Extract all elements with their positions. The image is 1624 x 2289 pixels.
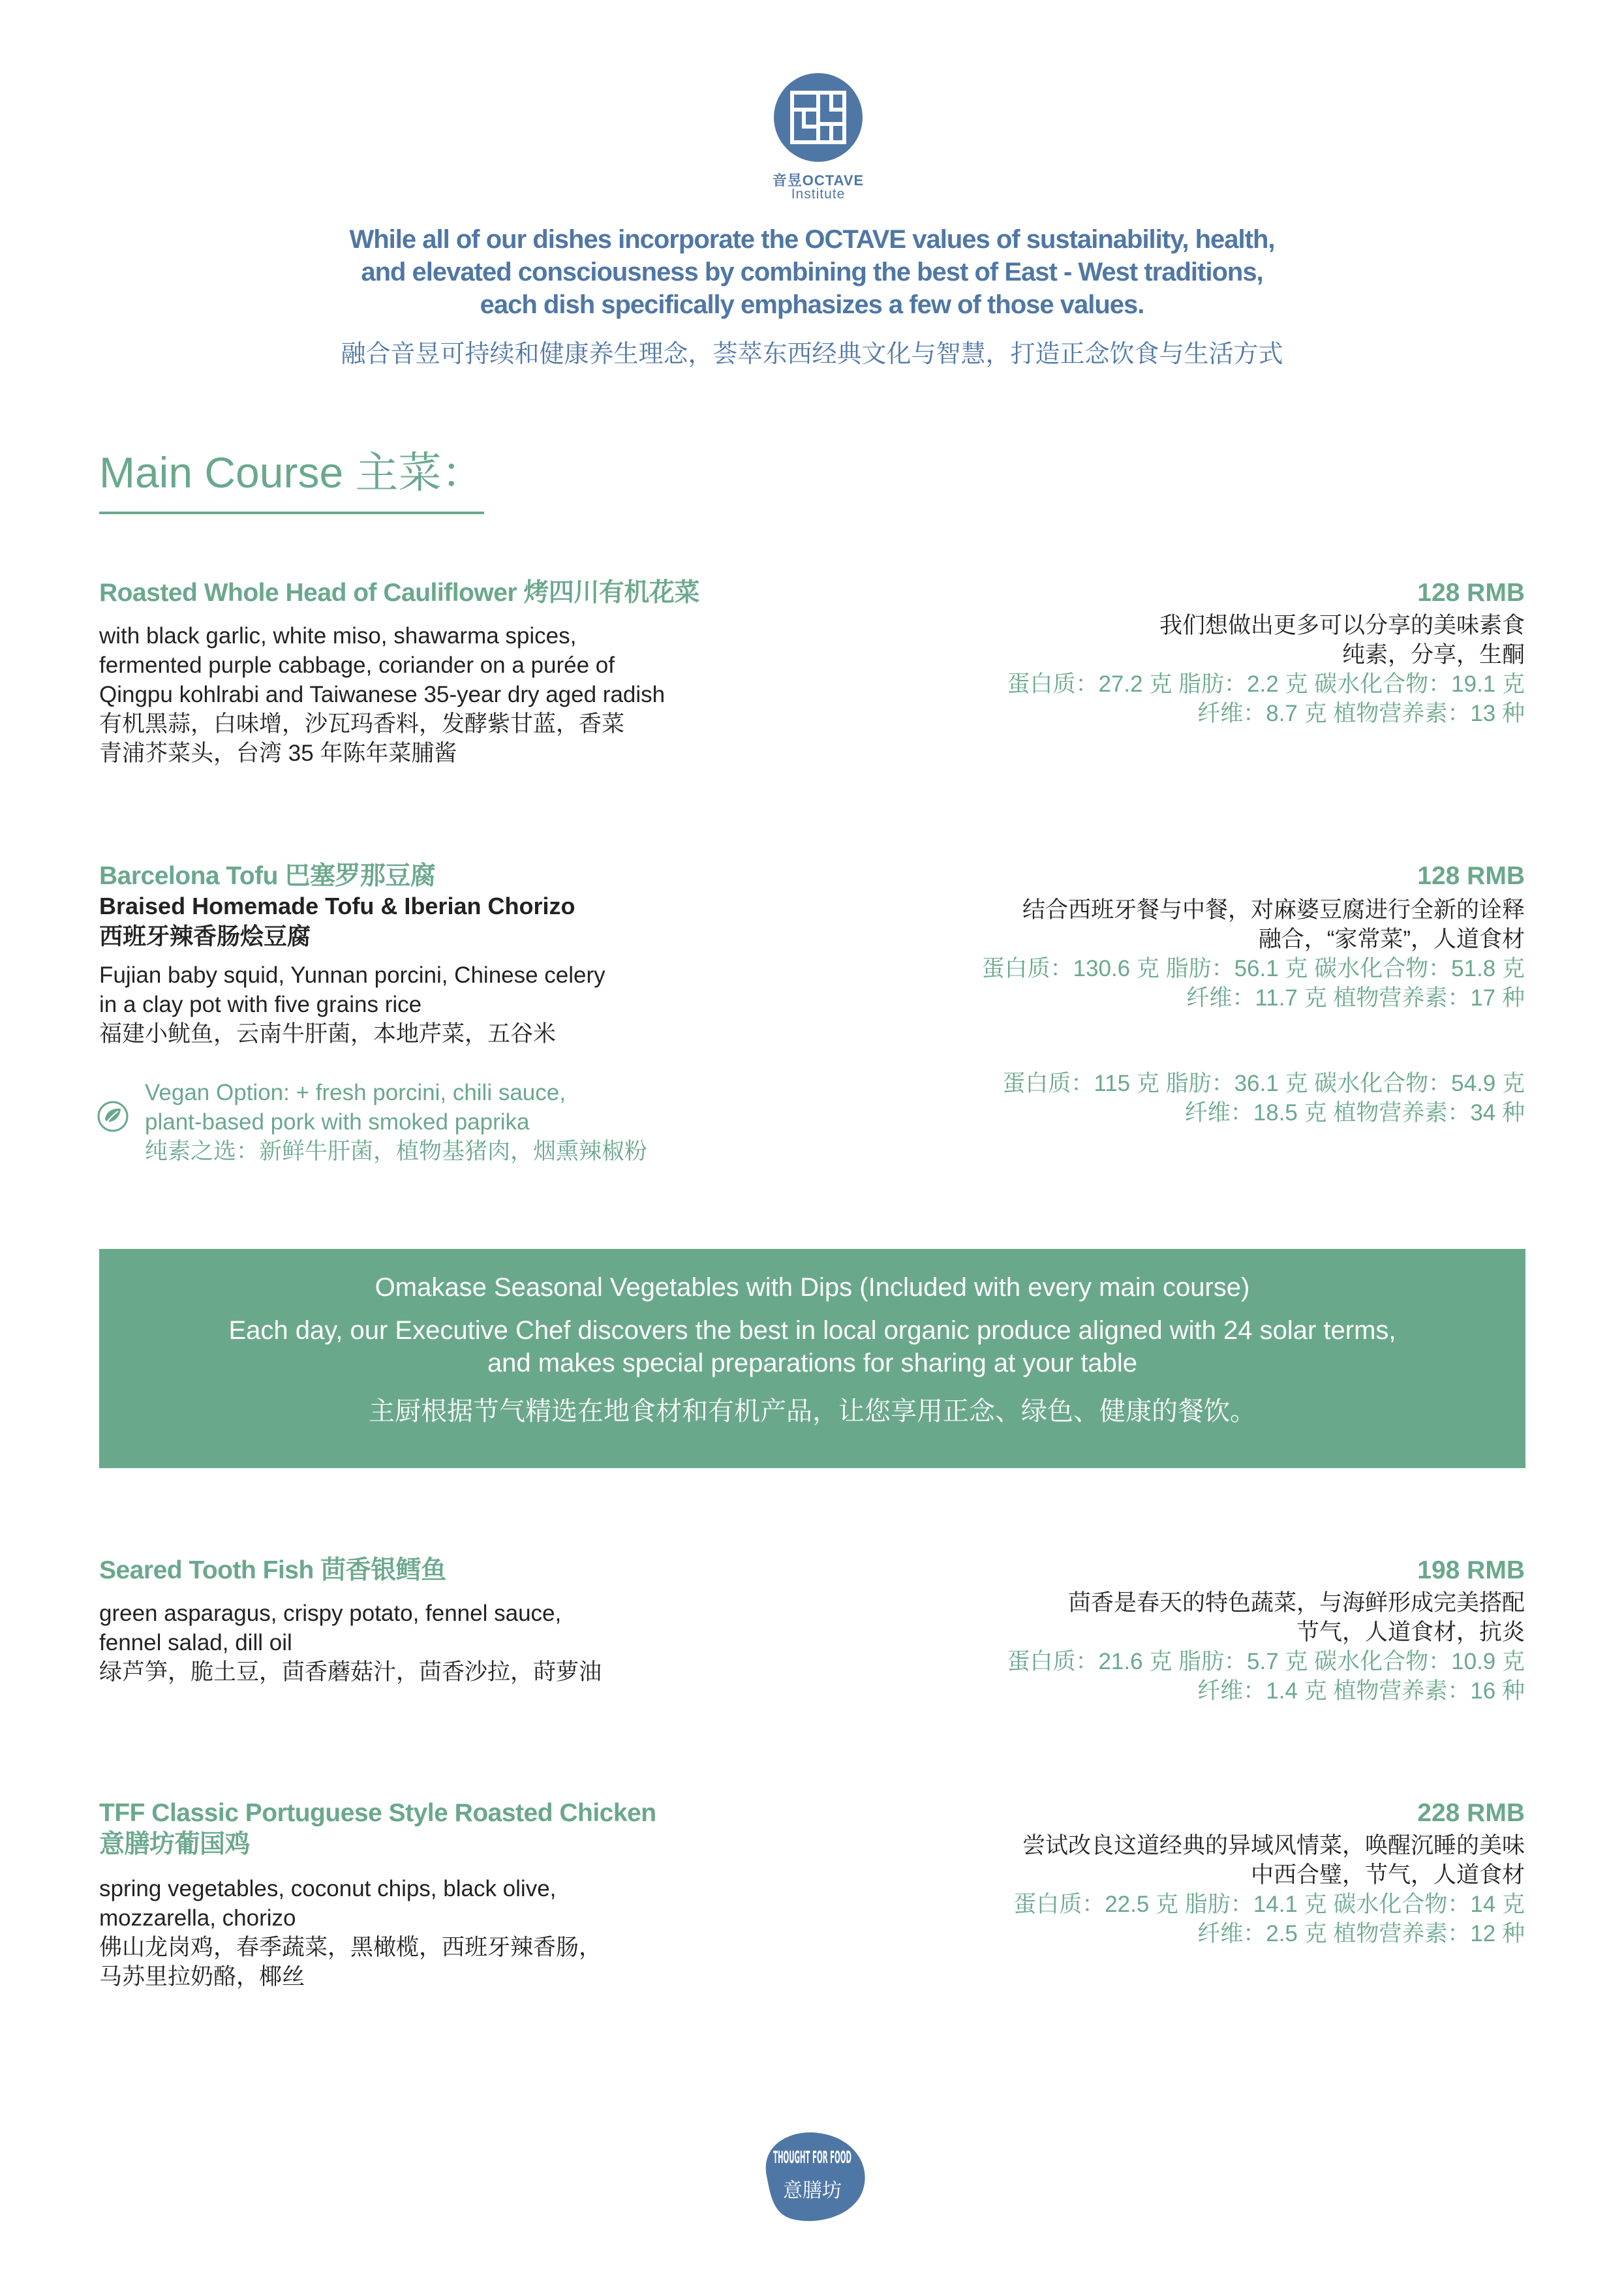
intro-line: and elevated consciousness by combining the best of East - West traditions, [361,258,1263,286]
thought-for-food-logo-icon [747,2124,878,2228]
octave-logo-icon [773,72,864,163]
dish-ingredients: Fujian baby squid, Yunnan porcini, Chinese celery in a clay pot with five grains rice 福建小鱿鱼，云南牛肝菌，本地芹菜，五谷米 [99,962,605,1047]
footer-logo-cn: 意膳坊 [783,2179,842,2202]
dish-title: Roasted Whole Head of Cauliflower 烤四川有机花菜 [99,579,699,607]
vegan-nutrition: 蛋白质：115 克 脂肪：36.1 克 碳水化合物：54.9 克 纤维：18.5 克 植物营养素：34 种 [1002,1071,1525,1126]
dish-title-cn: 意膳坊葡国鸡 [99,1830,251,1858]
banner-line-cn: 主厨根据节气精选在地食材和有机产品，让您享用正念、绿色、健康的餐饮。 [369,1397,1256,1426]
dish-description: 尝试改良这道经典的异域风情菜，唤醒沉睡的美味 中西合璧，节气，人道食材 [1022,1833,1525,1888]
dish-description: 我们想做出更多可以分享的美味素食 纯素，分享，生酮 [1159,613,1525,668]
banner-line: Each day, our Executive Chef discovers the best in local organic produce aligned with 24 solar terms, [228,1316,1396,1345]
section-underline [99,512,484,514]
intro-line: each dish specifically emphasizes a few of those values. [480,290,1144,319]
dish-title: Barcelona Tofu 巴塞罗那豆腐 [99,862,436,890]
dish-title: Seared Tooth Fish 茴香银鳕鱼 [99,1556,446,1584]
dish-price: 228 RMB [1417,1799,1525,1827]
banner-line: and makes special preparations for sharing at your table [487,1349,1138,1377]
vegan-option: Vegan Option: + fresh porcini, chili sauce, plant-based pork with smoked paprika 纯素之选：新鲜牛肝菌，植物基猪肉，烟熏辣椒粉 [145,1080,648,1164]
footer-logo-text: THOUGHT FOR FOOD [773,2148,851,2168]
brand-name: 音昱OCTAVE [772,172,865,189]
dish-ingredients: spring vegetables, coconut chips, black olive, mozzarella, chorizo 佛山龙岗鸡，春季蔬菜，黑橄榄，西班牙辣香肠， 马苏里拉奶酪，椰丝 [99,1876,602,1989]
dish-description: 茴香是春天的特色蔬菜，与海鲜形成完美搭配 节气，人道食材，抗炎 [1067,1590,1525,1645]
intro-english [130,223,1494,321]
dish-price: 128 RMB [1417,862,1525,890]
intro-line: While all of our dishes incorporate the OCTAVE values of sustainability, health, [349,225,1275,254]
dish-nutrition: 蛋白质：130.6 克 脂肪：56.1 克 碳水化合物：51.8 克 纤维：11.7 克 植物营养素：17 种 [981,956,1525,1011]
section-title: Main Course 主菜： [99,448,485,497]
intro-chinese: 融合音昱可持续和健康养生理念，荟萃东西经典文化与智慧，打造正念饮食与生活方式 [341,341,1283,368]
vegan-leaf-icon [97,1100,129,1133]
dish-price: 128 RMB [1417,579,1525,607]
dish-subtitle-en: Braised Homemade Tofu & Iberian Chorizo [99,893,575,919]
dish-description: 结合西班牙餐与中餐，对麻婆豆腐进行全新的诠释 融合，“家常菜”，人道食材 [1022,897,1525,952]
dish-nutrition: 蛋白质：22.5 克 脂肪：14.1 克 碳水化合物：14 克 纤维：2.5 克 植物营养素：12 种 [1013,1892,1525,1946]
dish-nutrition: 蛋白质：27.2 克 脂肪：2.2 克 碳水化合物：19.1 克 纤维：8.7 克 植物营养素：13 种 [1007,671,1525,726]
dish-price: 198 RMB [1417,1556,1525,1584]
dish-subtitle-cn: 西班牙辣香肠烩豆腐 [99,923,311,949]
dish-nutrition: 蛋白质：21.6 克 脂肪：5.7 克 碳水化合物：10.9 克 纤维：1.4 克 植物营养素：16 种 [1007,1649,1525,1704]
dish-title: TFF Classic Portuguese Style Roasted Chicken [99,1799,656,1827]
dish-ingredients: with black garlic, white miso, shawarma spices, fermented purple cabbage, coriander on a purée of Qingpu kohlrabi and Taiwanese 35-year dry aged radish 有机黑蒜，白味增，沙瓦玛香料，发酵紫甘蓝，香菜 青浦芥菜头，台湾 35 年陈年菜脯酱 [99,623,666,766]
banner-title: Omakase Seasonal Vegetables with Dips (Included with every main course) [375,1273,1250,1302]
dish-ingredients: green asparagus, crispy potato, fennel sauce, fennel salad, dill oil 绿芦笋，脆土豆，茴香蘑菇汁，茴香沙拉，莳萝油 [99,1601,602,1685]
brand-subtitle: Institute [791,187,846,202]
